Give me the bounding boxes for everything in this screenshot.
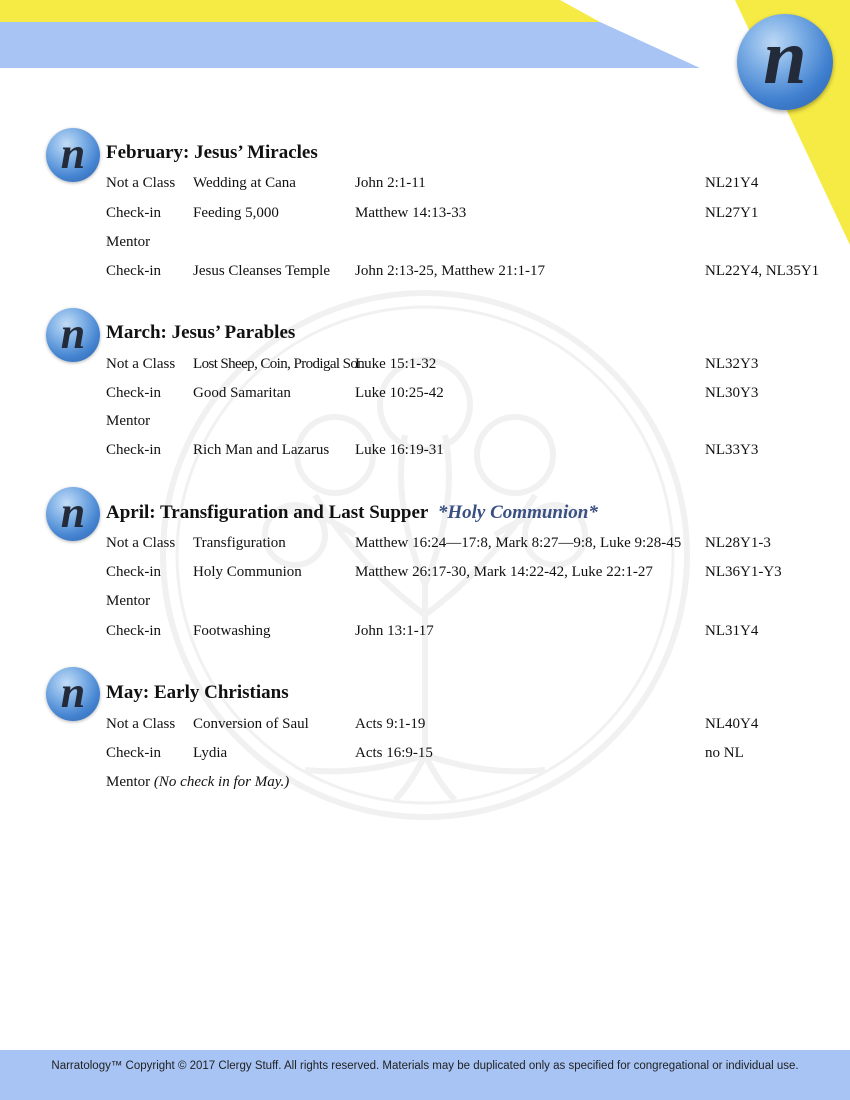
lesson-code: NL33Y3	[705, 442, 759, 458]
scripture-reference: John 2:13-25, Matthew 21:1-17	[355, 263, 545, 279]
schedule-row	[0, 175, 850, 197]
schedule-row	[0, 564, 850, 586]
session-type: Check-in	[106, 205, 161, 221]
scripture-reference: John 13:1-17	[355, 623, 434, 639]
mentor-note-row	[0, 774, 850, 796]
lesson-topic: Holy Communion	[193, 564, 302, 580]
section-logo-icon: n	[46, 667, 100, 721]
session-type: Check-in	[106, 745, 161, 761]
schedule-row	[0, 263, 850, 285]
scripture-reference: Matthew 14:13-33	[355, 205, 467, 221]
mentor-with-note	[106, 774, 289, 791]
session-type: Check-in	[106, 564, 161, 580]
lesson-topic: Rich Man and Lazarus	[193, 442, 330, 458]
schedule-row	[0, 716, 850, 738]
schedule-row	[0, 356, 850, 378]
scripture-reference: Luke 10:25-42	[355, 385, 444, 401]
session-type: Mentor	[106, 413, 151, 429]
session-type: Not a Class	[106, 535, 176, 551]
schedule-row	[0, 205, 850, 227]
scripture-reference: Matthew 26:17-30, Mark 14:22-42, Luke 22:1-27	[355, 564, 653, 580]
holy-communion-note: *Holy Communion*	[437, 502, 598, 523]
section-logo-icon: n	[46, 128, 100, 182]
lesson-code: NL30Y3	[705, 385, 759, 401]
section-title: February: Jesus’ Miracles	[106, 142, 318, 163]
scripture-reference: John 2:1-11	[355, 175, 426, 191]
scripture-reference: Luke 15:1-32	[355, 356, 437, 372]
lesson-topic: Wedding at Cana	[193, 175, 296, 191]
lesson-topic: Transfiguration	[193, 535, 286, 551]
session-type: Mentor	[106, 593, 151, 609]
schedule-row	[0, 623, 850, 645]
session-type: Not a Class	[106, 356, 176, 372]
section-logo-icon: n	[46, 487, 100, 541]
lesson-code: no NL	[705, 745, 744, 761]
scripture-reference: Luke 16:19-31	[355, 442, 444, 458]
schedule-row	[0, 385, 850, 407]
schedule-row	[0, 745, 850, 767]
copyright-text: Narratology™ Copyright © 2017 Clergy Stuff. All rights reserved. Materials may be duplicated only as specified for congregational or individual use.	[51, 1060, 799, 1072]
lesson-code: NL27Y1	[705, 205, 759, 221]
schedule-row	[0, 535, 850, 557]
scripture-reference: Matthew 16:24—17:8, Mark 8:27—9:8, Luke 9:28-45	[355, 535, 682, 551]
session-type: Check-in	[106, 442, 161, 458]
lesson-code: NL32Y3	[705, 356, 759, 372]
lesson-code: NL31Y4	[705, 623, 759, 639]
session-type: Check-in	[106, 263, 161, 279]
lesson-topic: Jesus Cleanses Temple	[193, 263, 330, 279]
session-type: Not a Class	[106, 175, 176, 191]
lesson-code: NL22Y4, NL35Y1	[705, 263, 820, 279]
lesson-topic: Lydia	[193, 745, 228, 761]
schedule-row	[0, 442, 850, 464]
lesson-topic: Feeding 5,000	[193, 205, 279, 221]
section-title: May: Early Christians	[106, 682, 289, 703]
schedule-row	[0, 234, 850, 256]
session-type: Check-in	[106, 623, 161, 639]
session-type: Check-in	[106, 385, 161, 401]
scripture-reference: Acts 16:9-15	[355, 745, 433, 761]
session-type: Mentor	[106, 234, 151, 250]
lesson-topic: Lost Sheep, Coin, Prodigal Son	[193, 356, 365, 372]
lesson-code: NL36Y1-Y3	[705, 564, 782, 580]
schedule-row	[0, 593, 850, 615]
lesson-topic: Conversion of Saul	[193, 716, 309, 732]
lesson-code: NL28Y1-3	[705, 535, 771, 551]
footer-bar	[0, 1050, 850, 1100]
lesson-code: NL40Y4	[705, 716, 759, 732]
section-logo-icon: n	[46, 308, 100, 362]
session-type: Not a Class	[106, 716, 176, 732]
narratology-logo	[737, 14, 833, 110]
section-title: March: Jesus’ Parables	[106, 322, 296, 343]
lesson-topic: Footwashing	[193, 623, 271, 639]
no-check-in-note: (No check in for May.)	[153, 774, 290, 790]
section-title: April: Transfiguration and Last Supper *Holy Communion*	[106, 502, 598, 523]
logo-letter: n	[763, 13, 807, 100]
schedule-row	[0, 413, 850, 435]
lesson-topic: Good Samaritan	[193, 385, 291, 401]
lesson-code: NL21Y4	[705, 175, 759, 191]
scripture-reference: Acts 9:1-19	[355, 716, 426, 732]
session-type: Mentor	[106, 774, 151, 790]
